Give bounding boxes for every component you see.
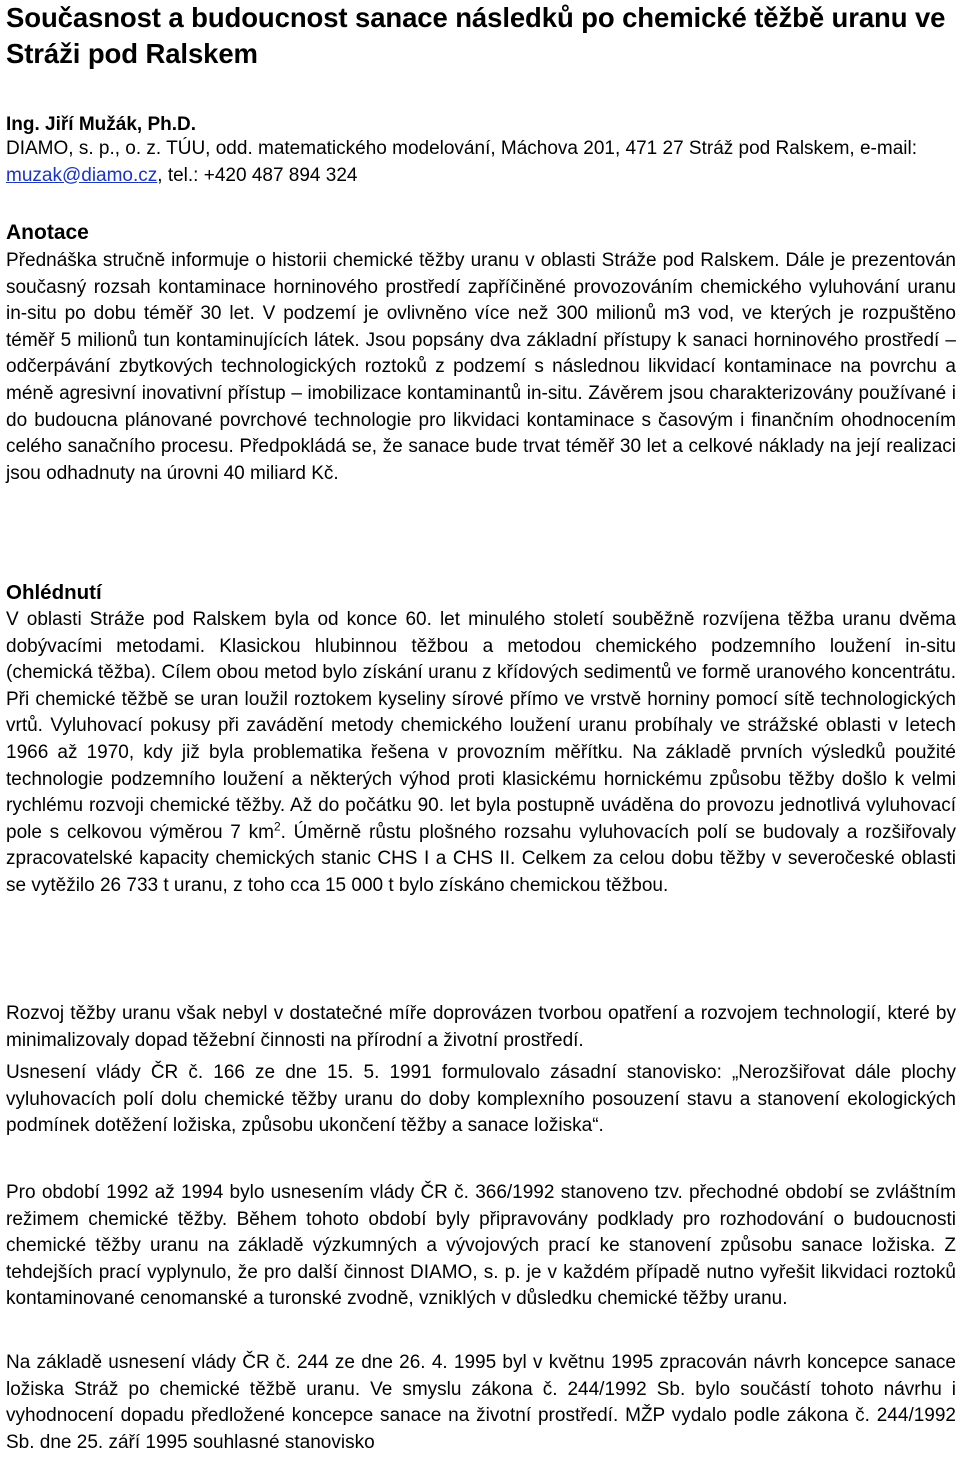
paragraph-1-text-a: V oblasti Stráže pod Ralskem byla od konce 60. let minulého století souběžně rozvíjena těžba uranu dvěma dobývacími metodami. Klasickou hlubinnou těžbou a metodou chemického podzemního loužení in-situ (chemická těžba). Cílem obou metod bylo získání uranu z křídových sedimentů ve formě uranového koncentrátu. Při chemické těžbě se uran loužil roztokem kyseliny sírové přímo ve vrstvě horniny pomocí sítě technologických vrtů. Vyluhovací pokusy při zavádění metody chemického loužení uranu probíhaly ve strážské oblasti v letech 1966 až 1970, kdy již byla problematika řešena v provozním měřítku. Na základě prvních výsledků použité technologie podzemního loužení a některých výhod proti klasickému hornickému způsobu těžby došlo k velmi rychlému rozvoji chemické těžby. Až do počátku 90. let byla postupně uváděna do provozu jednotlivá vyluhovací pole s celkovou výměrou 7 km bbox=[6, 609, 956, 843]
author-affiliation bbox=[6, 136, 946, 189]
body-paragraph-3: Usnesení vlády ČR č. 166 ze dne 15. 5. 1991 formulovalo zásadní stanovisko: „Nerozšiřovat dále plochy vyluhovacích polí dolu chemické těžby uranu do doby komplexního posouzení stavu a stanovení ekologických podmínek dotěžení ložiska, způsobu ukončení těžby a sanace ložiska“. bbox=[6, 1062, 956, 1137]
section-heading-anotace: Anotace bbox=[6, 221, 89, 244]
section-heading-ohlednuti: Ohlédnutí bbox=[6, 581, 102, 604]
document-title: Současnost a budoucnost sanace následků po chemické těžbě uranu ve Stráži pod Ralskem bbox=[6, 2, 946, 69]
body-paragraph-1 bbox=[6, 607, 956, 900]
abstract-paragraph: Přednáška stručně informuje o historii chemické těžby uranu v oblasti Stráže pod Ralskem. Dále je prezentován současný rozsah kontaminace horninového prostředí zapříčiněné provozováním chemického vyluhování uranu in-situ po dobu téměř 30 let. V podzemí je ovlivněno více než 300 milionů m3 vod, ve kterých je rozpuštěno téměř 5 milionů tun kontaminujících látek. Jsou popsány dva základní přístupy k sanaci horninového prostředí – odčerpávání zbytkových technologických roztoků z podzemí s následnou likvidací kontaminace na povrchu a méně agresivní inovativní přístup – imobilizace kontaminantů in-situ. Závěrem jsou charakterizovány používané i do budoucna plánované povrchové technologie pro likvidaci kontaminace s časovým i finančním ohodnocením celého sanačního procesu. Předpokládá se, že sanace bude trvat téměř 30 let a celkové náklady na její realizaci jsou odhadnuty na úrovni 40 miliard Kč. bbox=[6, 250, 956, 484]
phone-text: , tel.: +420 487 894 324 bbox=[157, 164, 358, 186]
body-paragraph-5: Na základě usnesení vlády ČR č. 244 ze dne 26. 4. 1995 byl v květnu 1995 zpracován návrh koncepce sanace ložiska Stráž po chemické těžbě uranu. Ve smyslu zákona č. 244/1992 Sb. bylo součástí tohoto návrhu i vyhodnocení dopadu předložené koncepce sanace na životní prostředí. MŽP vydalo podle zákona č. 244/1992 Sb. dne 25. září 1995 souhlasné stanovisko bbox=[6, 1352, 956, 1453]
paragraph-1-text-b: . Úměrně růstu plošného rozsahu vyluhovacích polí se budovaly a rozšiřovaly zpracovatelské kapacity chemických stanic CHS I a CHS II. Celkem za celou dobu těžby v severočeské oblasti se vytěžilo 26 733 t uranu, z toho cca 15 000 t bylo získáno chemickou těžbou. bbox=[6, 821, 956, 896]
email-link[interactable]: muzak@diamo.cz bbox=[6, 164, 158, 186]
affiliation-text: DIAMO, s. p., o. z. TÚU, odd. matematického modelování, Máchova 201, 471 27 Stráž pod Ralskem, e-mail: bbox=[6, 138, 917, 159]
author-name: Ing. Jiří Mužák, Ph.D. bbox=[6, 114, 197, 135]
body-paragraph-2: Rozvoj těžby uranu však nebyl v dostatečné míře doprovázen tvorbou opatření a rozvojem technologií, které by minimalizovaly dopad těžební činnosti na přírodní a životní prostředí. bbox=[6, 1003, 956, 1051]
superscript-2: 2 bbox=[273, 819, 281, 834]
body-paragraph-4: Pro období 1992 až 1994 bylo usnesením vlády ČR č. 366/1992 stanoveno tzv. přechodné období se zvláštním režimem chemické těžby. Během tohoto období byly připravovány podklady pro rozhodování o budoucnosti chemické těžby uranu na základě výzkumných a vývojových prací ke stanovení způsobu sanace ložiska. Z tehdejších prací vyplynulo, že pro další činnost DIAMO, s. p. je v každém případě nutno vyřešit likvidaci roztoků kontaminované cenomanské a turonské zvodně, vzniklých v důsledku chemické těžby uranu. bbox=[6, 1182, 956, 1310]
